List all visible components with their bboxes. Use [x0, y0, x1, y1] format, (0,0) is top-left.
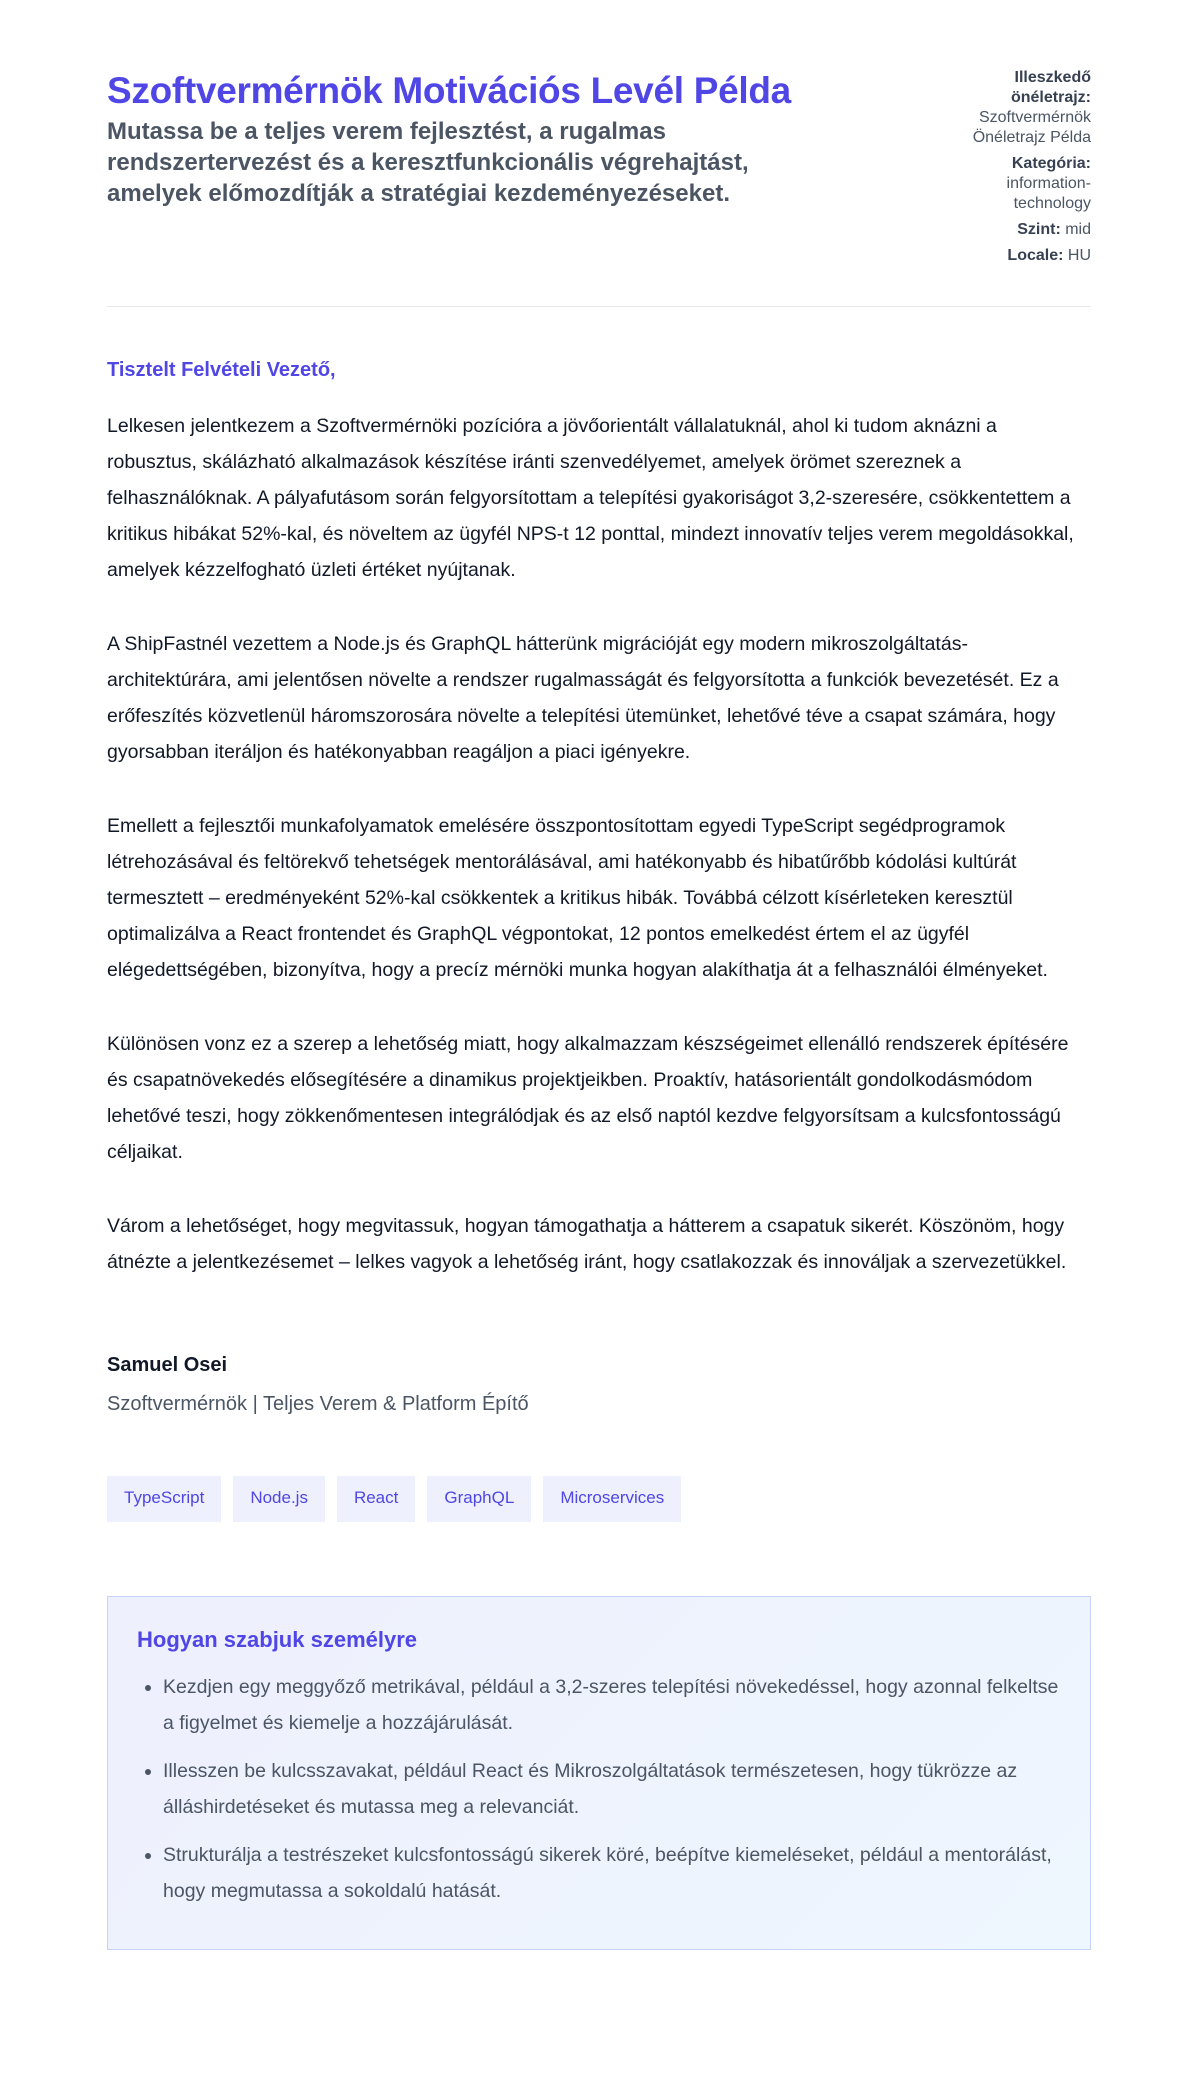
meta-category-label: Kategória: [1011, 155, 1091, 172]
tip-item: • Illesszen be kulcsszavakat, például React és Mikroszolgáltatások természetesen, hogy tükrözze az álláshirdetéseket és mutassa meg a relevanciát. [163, 1753, 1061, 1825]
tip-item: • Kezdjen egy meggyőző metrikával, például a 3,2-szeres telepítési növekedéssel, hogy azonnal felkeltse a figyelmet és kiemelje a hozzájárulását. [163, 1669, 1061, 1741]
meta-resume-value: Szoftvermérnök Önéletrajz Példa [972, 109, 1091, 146]
meta-locale [931, 246, 1091, 266]
meta-level-value: mid [1065, 221, 1091, 238]
meta-category-value: information-technology [1006, 175, 1091, 212]
letter-paragraph: Emellett a fejlesztői munkafolyamatok emelésére összpontosítottam egyedi TypeScript segédprogramok létrehozásával és feltörekvő tehetségek mentorálásával, ami hatékonyabb és hibatűrőbb kódolási kultúrát termesztett – eredményeként 52%-kal csökkentek a kritikus hibák. Továbbá célzott kísérleteken keresztül optimalizálva a React frontendet és GraphQL végpontokat, 12 pontos emelkedést értem el az ügyfél elégedettségében, bizonyítva, hogy a precíz mérnöki munka hogyan alakíthatja át a felhasználói élményeket. [107, 815, 1048, 981]
meta-locale-value: HU [1067, 247, 1091, 264]
letter-body [107, 408, 1091, 1280]
signature-title: Szoftvermérnök | Teljes Verem & Platform Építő [107, 1393, 529, 1415]
page-subtitle: Mutassa be a teljes verem fejlesztést, a rugalmas rendszertervezést és a keresztfunkcionális végrehajtást, amelyek előmozdítják a stratégiai kezdeményezéseket. [107, 118, 749, 207]
tips-title: Hogyan szabjuk személyre [137, 1627, 418, 1652]
tips-list [137, 1669, 1061, 1909]
letter-paragraph: A ShipFastnél vezettem a Node.js és GraphQL hátterünk migrációját egy modern mikroszolgáltatás-architektúrára, ami jelentősen növelte a rendszer rugalmasságát és felgyorsította a funkciók bevezetését. Ez a erőfeszítés közvetlenül háromszorosára növelte a telepítési ütemünket, lehetővé téve a csapat számára, hogy gyorsabban iteráljon és hatékonyabban reagáljon a piaci igényekre. [107, 633, 1059, 763]
tag: Node.js [233, 1476, 325, 1522]
page-header [107, 0, 1091, 307]
page-title: Szoftvermérnök Motivációs Levél Példa [107, 70, 791, 111]
tip-item: • Strukturálja a testrészeket kulcsfontosságú sikerek köré, beépítve kiemeléseket, például a mentorálást, hogy megmutassa a sokoldalú hatását. [163, 1837, 1061, 1909]
tips-box [107, 1596, 1091, 1950]
meta-category [931, 154, 1091, 214]
meta-level-label: Szint: [1017, 221, 1061, 238]
meta-locale-label: Locale: [1007, 247, 1064, 264]
meta-resume-label: Illeszkedő önéletrajz: [1010, 69, 1091, 106]
signature-name: Samuel Osei [107, 1354, 228, 1376]
meta-resume [931, 68, 1091, 148]
letter-paragraph: Várom a lehetőséget, hogy megvitassuk, hogyan támogathatja a hátterem a csapatuk sikerét. Köszönöm, hogy átnézte a jelentkezésemet – lelkes vagyok a lehetőség iránt, hogy csatlakozzak és innováljak a szervezetükkel. [107, 1215, 1067, 1273]
tag: React [337, 1476, 415, 1522]
meta-level [931, 220, 1091, 240]
tag: TypeScript [107, 1476, 221, 1522]
greeting: Tisztelt Felvételi Vezető, [107, 359, 336, 381]
tag: GraphQL [427, 1476, 531, 1522]
page [107, 0, 1091, 1950]
letter-paragraph: Különösen vonz ez a szerep a lehetőség miatt, hogy alkalmazzam készségeimet ellenálló rendszerek építésére és csapatnövekedés elősegítésére a dinamikus projektjeikben. Proaktív, hatásorientált gondolkodásmódom lehetővé teszi, hogy zökkenőmentesen integrálódjak és az első naptól kezdve felgyorsítsam a kulcsfontosságú céljaikat. [107, 1033, 1069, 1163]
tag-list [107, 1476, 1091, 1522]
meta-panel [931, 68, 1091, 272]
letter-paragraph: Lelkesen jelentkezem a Szoftvermérnöki pozícióra a jövőorientált vállalatuknál, ahol ki tudom aknázni a robusztus, skálázható alkalmazások készítése iránti szenvedélyemet, amelyek örömet szereznek a felhasználóknak. A pályafutásom során felgyorsítottam a telepítési gyakoriságot 3,2-szeresére, csökkentettem a kritikus hibákat 52%-kal, és növeltem az ügyfél NPS-t 12 ponttal, mindezt innovatív teljes verem megoldásokkal, amelyek kézzelfogható üzleti értéket nyújtanak. [107, 415, 1074, 581]
tag: Microservices [543, 1476, 681, 1522]
